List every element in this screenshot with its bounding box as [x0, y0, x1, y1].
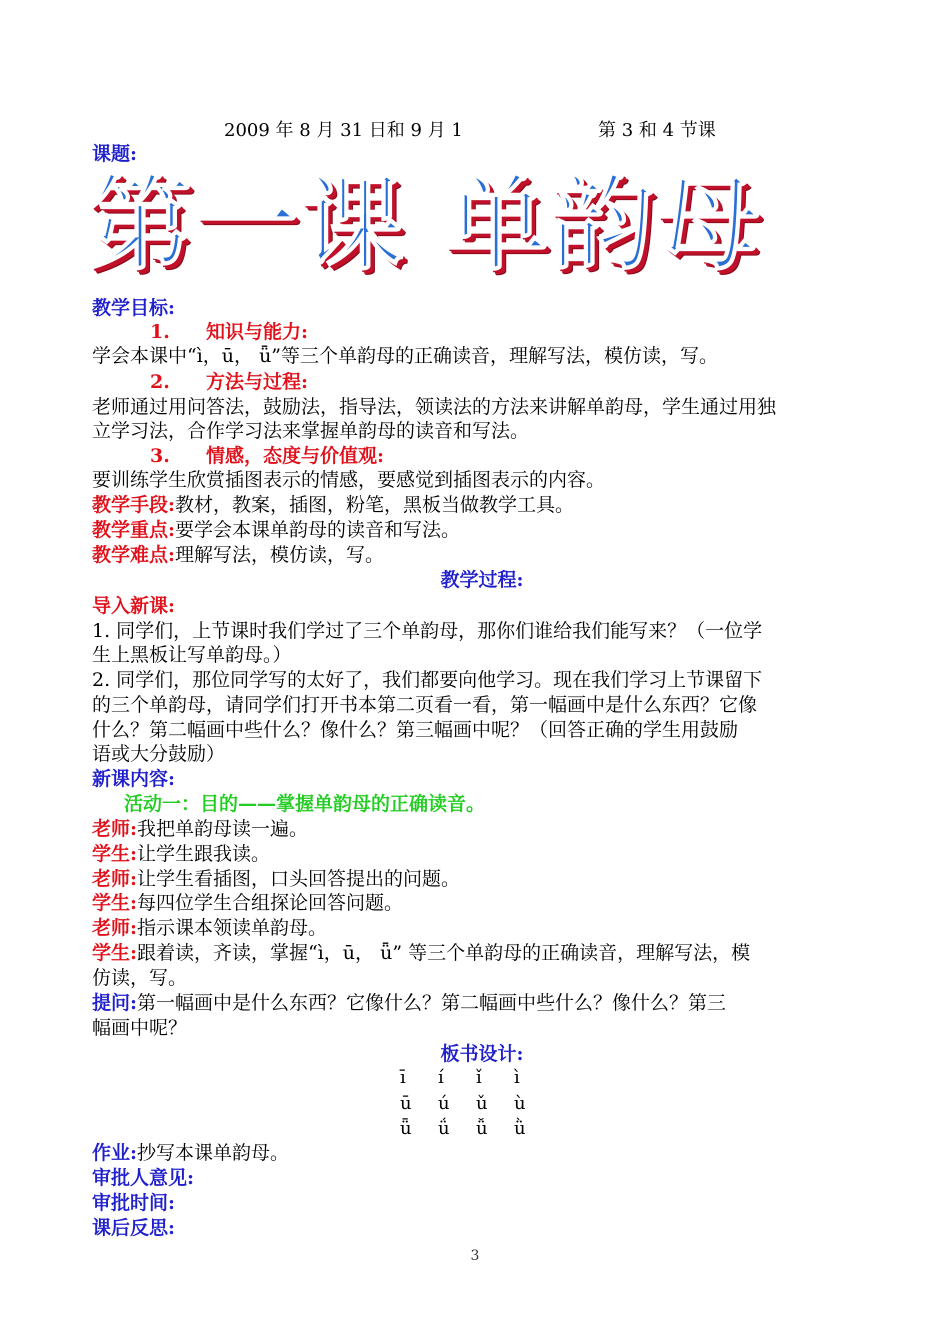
step-2-text: 让学生跟我读。	[137, 843, 271, 865]
objective-3-heading	[92, 444, 930, 468]
board-row-3	[400, 1117, 560, 1141]
step-2	[92, 842, 872, 866]
lesson-period: 第 3 和 4 节课	[598, 120, 716, 141]
board-cell: ǘ	[438, 1118, 450, 1139]
board-cell: ī	[400, 1067, 406, 1088]
difficulty-text: 理解写法，模仿读，写。	[175, 544, 385, 566]
homework	[92, 1141, 872, 1165]
topic-label: 课题:	[92, 143, 138, 165]
step-1	[92, 817, 872, 841]
step-5-text: 指示课本领读单韵母。	[137, 917, 328, 939]
objective-3-label: 情感，态度与价值观:	[206, 445, 385, 467]
board-cell: ǔ	[476, 1093, 488, 1114]
step-3-role: 老师:	[92, 868, 138, 890]
step-2-role: 学生:	[92, 843, 138, 865]
step-5-role: 老师:	[92, 917, 138, 939]
key-point-label: 教学重点:	[92, 519, 176, 541]
lesson-date: 2009 年 8 月 31 日和 9 月 1	[224, 120, 463, 141]
step-6-text: 跟着读，齐读，掌握“ì，ū， ǖ” 等三个单韵母的正确读音，理解写法，模	[137, 942, 751, 964]
board-cell: ū	[400, 1093, 412, 1114]
teaching-means	[92, 493, 872, 517]
objective-2-label: 方法与过程:	[206, 371, 309, 393]
objective-2-text-line-1: 老师通过用问答法，鼓励法，指导法，领读法的方法来讲解单韵母，学生通过用独	[92, 396, 777, 418]
board-cell: ǚ	[476, 1118, 488, 1139]
objective-2-number: 2.	[150, 371, 170, 393]
intro-line-1: 1. 同学们，上节课时我们学过了三个单韵母，那你们谁给我们能写来？（一位学	[92, 620, 763, 642]
approval-time: 审批时间:	[92, 1192, 176, 1214]
key-point	[92, 518, 872, 542]
step-4	[92, 891, 872, 915]
board-cell: ú	[438, 1093, 450, 1114]
objective-2-text-line-2: 立学习法，合作学习法来掌握单韵母的读音和写法。	[92, 420, 530, 442]
objectives-label: 教学目标:	[92, 297, 176, 319]
step-4-role: 学生:	[92, 892, 138, 914]
board-cell: ù	[514, 1093, 526, 1114]
lesson-title: 第一课 单韵母	[88, 163, 763, 285]
intro-label: 导入新课:	[92, 595, 176, 617]
board-cell: ì	[514, 1067, 520, 1088]
objective-3-text: 要训练学生欣赏插图表示的情感，要感觉到插图表示的内容。	[92, 469, 606, 491]
step-5	[92, 916, 872, 940]
step-1-text: 我把单韵母读一遍。	[137, 818, 309, 840]
board-cell: ǖ	[400, 1118, 412, 1139]
objective-1-number: 1.	[150, 321, 170, 343]
step-1-role: 老师:	[92, 818, 138, 840]
process-title: 教学过程:	[440, 569, 524, 591]
objective-1-text: 学会本课中“ì，ū， ǖ”等三个单韵母的正确读音，理解写法，模仿读，写。	[92, 345, 719, 367]
homework-label: 作业:	[92, 1142, 138, 1164]
difficulty-label: 教学难点:	[92, 544, 176, 566]
page-number: 3	[470, 1248, 480, 1264]
step-3	[92, 867, 872, 891]
question-text-line-2: 幅画中呢？	[92, 1017, 188, 1039]
step-3-text: 让学生看插图，口头回答提出的问题。	[137, 868, 461, 890]
homework-text: 抄写本课单韵母。	[137, 1142, 290, 1164]
intro-line-2: 生上黑板让写单韵母。）	[92, 644, 292, 666]
objective-2-heading	[92, 370, 930, 394]
reflection: 课后反思:	[92, 1217, 176, 1239]
board-cell: ǜ	[514, 1118, 526, 1139]
intro-line-4: 的三个单韵母，请同学们打开书本第二页看一看，第一幅画中是什么东西？它像	[92, 694, 758, 716]
board-row-1	[400, 1066, 560, 1090]
teaching-means-text: 教材，教案，插图，粉笔，黑板当做教学工具。	[175, 494, 575, 516]
board-row-2	[400, 1092, 560, 1116]
difficulty	[92, 543, 872, 567]
board-cell: ǐ	[476, 1067, 482, 1088]
question	[92, 991, 872, 1015]
step-6-role: 学生:	[92, 942, 138, 964]
intro-line-5: 什么？第二幅画中些什么？像什么？第三幅画中呢？（回答正确的学生用鼓励	[92, 719, 739, 741]
board-cell: í	[438, 1067, 444, 1088]
key-point-text: 要学会本课单韵母的读音和写法。	[175, 519, 461, 541]
objective-3-number: 3.	[150, 445, 170, 467]
step-6	[92, 941, 872, 965]
step-4-text: 每四位学生合组探论回答问题。	[137, 892, 404, 914]
intro-line-3: 2. 同学们，那位同学写的太好了，我们都要向他学习。现在我们学习上节课留下	[92, 669, 763, 691]
board-title: 板书设计:	[440, 1043, 524, 1065]
question-label: 提问:	[92, 992, 138, 1014]
objective-1-label: 知识与能力:	[206, 321, 309, 343]
intro-line-6: 语或大分鼓励）	[92, 743, 226, 765]
step-6-continued: 仿读，写。	[92, 967, 188, 989]
objective-1-heading	[92, 320, 930, 344]
activity-one: 活动一：目的——掌握单韵母的正确读音。	[124, 793, 486, 815]
question-text-line-1: 第一幅画中是什么东西？它像什么？第二幅画中些什么？像什么？第三	[137, 992, 727, 1014]
teaching-means-label: 教学手段:	[92, 494, 176, 516]
new-content-label: 新课内容:	[92, 768, 176, 790]
approver-opinion: 审批人意见:	[92, 1167, 195, 1189]
